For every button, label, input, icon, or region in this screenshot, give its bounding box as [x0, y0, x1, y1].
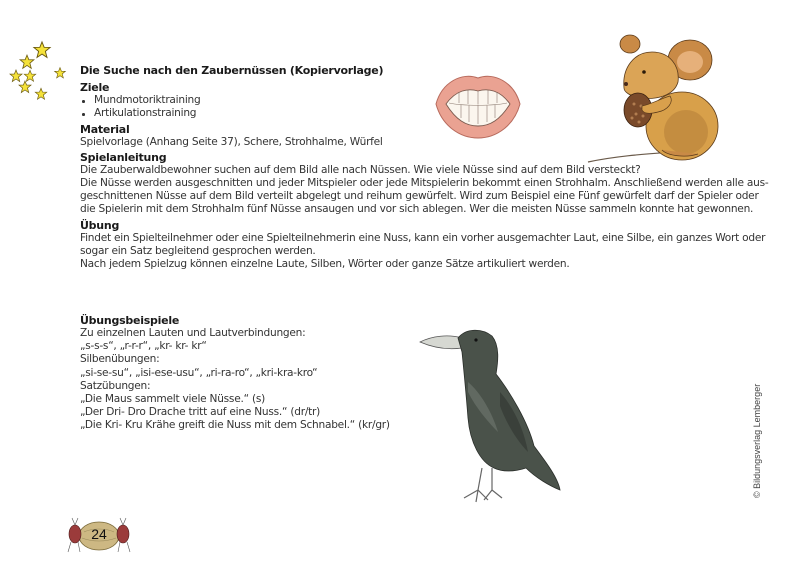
exercise-line: sogar ein Satz begleitend gesprochen werden. — [80, 244, 316, 257]
heading-uebung: Übung — [80, 218, 120, 232]
example-line: Zu einzelnen Lauten und Lautverbindungen: — [80, 327, 306, 339]
example-line: „Die Kri- Kru Krähe greift die Nuss mit dem Schnabel.“ (kr/gr) — [80, 419, 390, 432]
goal-item: Mundmotoriktraining — [80, 94, 780, 107]
heading-ziele: Ziele — [80, 81, 110, 95]
heading-material: Material — [80, 122, 130, 136]
example-line: „Der Dri- Dro Drache tritt auf eine Nuss.“ (dr/tr) — [80, 406, 321, 419]
heading-spielanleitung: Spielanleitung — [80, 150, 167, 164]
mouth-illustration — [432, 66, 524, 142]
example-line: Satzübungen: — [80, 379, 151, 392]
exercise-line: Nach jedem Spielzug können einzelne Laute, Silben, Wörter oder ganze Sätze artikuliert werden. — [80, 258, 570, 271]
goal-item: Artikulationstraining — [80, 107, 780, 120]
mouse-illustration — [586, 26, 726, 166]
page-number-badge — [66, 514, 132, 556]
example-line: Silbenübungen: — [80, 353, 160, 366]
copyright-notice: © Bildungsverlag Lemberger — [752, 383, 762, 498]
crow-illustration — [418, 322, 568, 510]
instructions-line: Die Nüsse werden ausgeschnitten und jeder Mitspieler oder jede Mitspielerin bekommt einen Strohhalm. Anschließend werden alle aus- — [80, 177, 769, 190]
material-text: Spielvorlage (Anhang Seite 37), Schere, Strohhalme, Würfel — [80, 135, 383, 148]
example-line: „Die Maus sammelt viele Nüsse.“ (s) — [80, 393, 265, 406]
heading-uebungsbeispiele: Übungsbeispiele — [80, 314, 180, 327]
page-number: 24 — [91, 526, 107, 542]
instructions-line: geschnittenen Nüsse auf dem Bild verteilt abgelegt und reihum gewürfelt. Wird zum Beispiel eine Fünf gewürfelt darf der Spieler oder — [80, 190, 759, 203]
stars-icon — [8, 42, 70, 104]
example-line: „si-se-su“, „isi-ese-usu“, „ri-ra-ro“, „kri-kra-kro“ — [80, 366, 318, 379]
examples-block — [80, 312, 390, 433]
instructions-line: die Spielerin mit dem Strohhalm fünf Nüsse ansaugen und vor sich ablegen. Wer die meisten Nüsse sammeln konnte hat gewonnen. — [80, 203, 754, 216]
page-title: Die Suche nach den Zaubernüssen (Kopiervorlage) — [80, 64, 384, 77]
example-line: „s-s-s“, „r-r-r“, „kr- kr- kr“ — [80, 340, 207, 353]
exercise-line: Findet ein Spielteilnehmer oder eine Spielteilnehmerin eine Nuss, kann ein vorher ausgemachter Laut, eine Silbe, ein ganzes Wort oder — [80, 231, 766, 244]
instructions-line: Die Zauberwaldbewohner suchen auf dem Bild alle nach Nüssen. Wie viele Nüsse sind auf dem Bild versteckt? — [80, 163, 641, 176]
